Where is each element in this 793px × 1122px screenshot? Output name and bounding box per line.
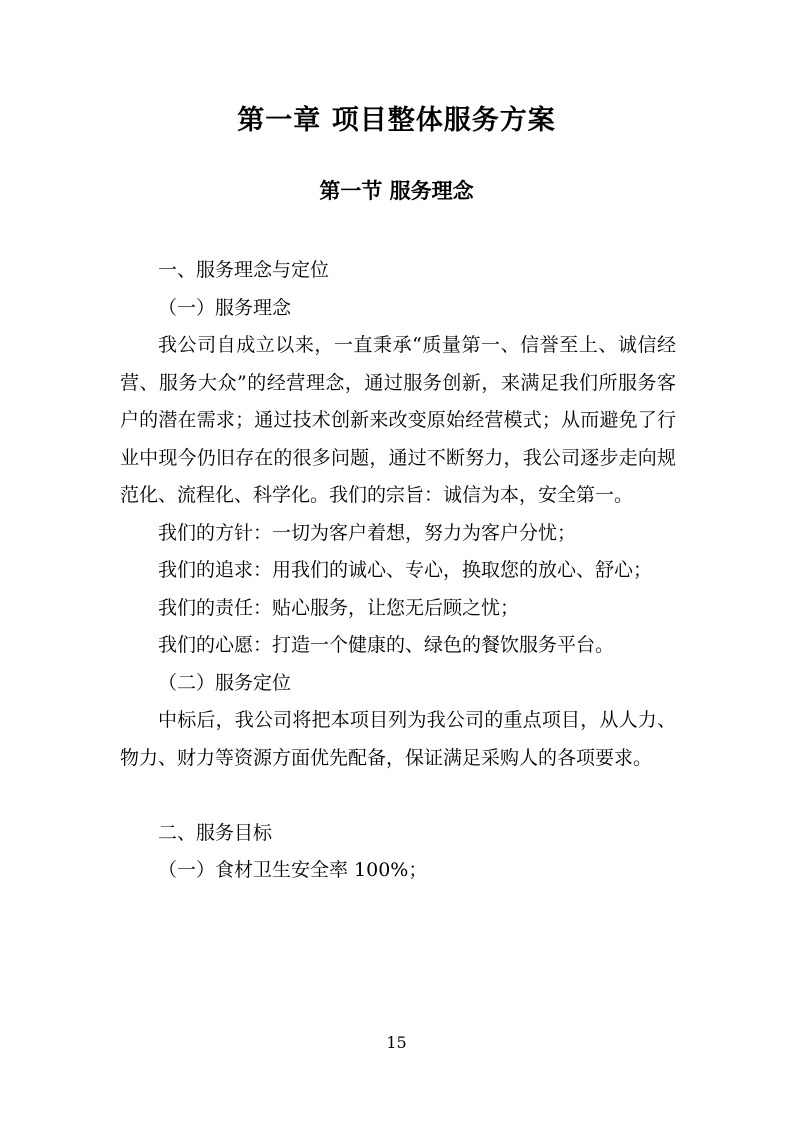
page-number: 15 xyxy=(386,1033,407,1052)
subheading-service-positioning: （二）服务定位 xyxy=(158,671,292,694)
paragraph-pursuit: 我们的追求：用我们的诚心、专心，换取您的放心、舒心； xyxy=(158,559,653,581)
paragraph-company-philosophy: 我公司自成立以来，一直秉承“质量第一、信誉至上、诚信经营、服务大众”的经营理念，通过服务创新，来满足我们所服务客户的潜在需求；通过技术创新来改变原始经营模式；从而避免了行业中现今仍旧存在的很多问题，通过不断努力，我公司逐步走向规范化、流程化、科学化。我们的宗旨：诚信为本，安全第一。 xyxy=(120,334,676,506)
chapter-title: 第一章 项目整体服务方案 xyxy=(237,105,556,136)
heading-service-goals: 二、服务目标 xyxy=(158,821,273,844)
heading-service-concept-positioning: 一、服务理念与定位 xyxy=(158,259,330,281)
section-title: 第一节 服务理念 xyxy=(319,179,474,203)
body-text xyxy=(120,252,676,890)
paragraph-policy: 我们的方针：一切为客户着想，努力为客户分忧； xyxy=(158,521,577,544)
paragraph-wish: 我们的心愿：打造一个健康的、绿色的餐饮服务平台。 xyxy=(158,634,615,656)
blank-line xyxy=(120,777,676,815)
paragraph-positioning: 中标后，我公司将把本项目列为我公司的重点项目，从人力、物力、财力等资源方面优先配备，保证满足采购人的各项要求。 xyxy=(120,709,676,769)
subheading-service-concept: （一）服务理念 xyxy=(158,296,292,319)
subheading-food-safety: （一）食材卫生安全率 100%； xyxy=(158,859,428,881)
paragraph-responsibility: 我们的责任：贴心服务，让您无后顾之忧； xyxy=(158,596,520,619)
